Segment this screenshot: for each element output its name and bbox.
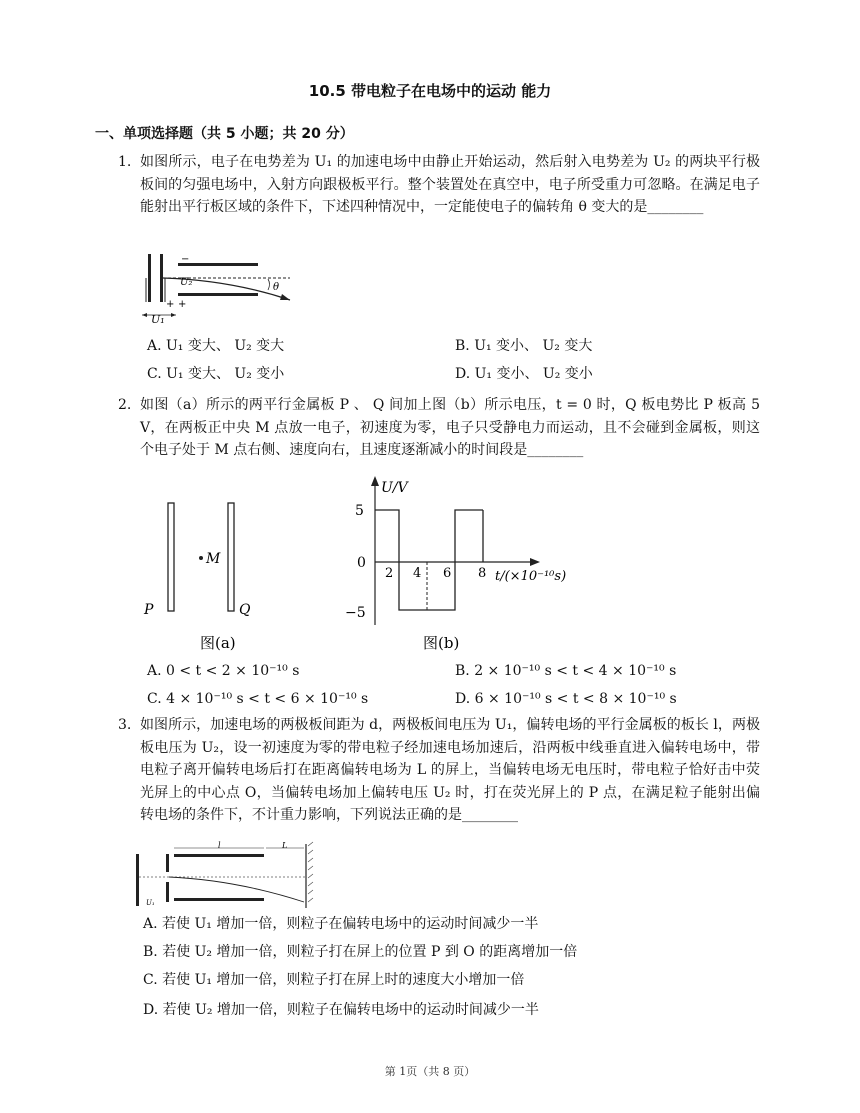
y-tick-neg5: −5 — [345, 605, 366, 621]
q2-option-d[interactable]: D. 6 × 10⁻¹⁰ s < t < 8 × 10⁻¹⁰ s — [455, 691, 677, 707]
caption-a: 图(a) — [200, 634, 236, 652]
q2-option-c[interactable]: C. 4 × 10⁻¹⁰ s < t < 6 × 10⁻¹⁰ s — [147, 691, 369, 707]
question-number: 1. — [118, 154, 132, 170]
question-2 — [118, 394, 760, 462]
u1-label: U₁ — [146, 899, 155, 907]
q1-option-b[interactable]: B. U₁ 变小、 U₂ 变大 — [455, 338, 593, 354]
x-tick-4: 4 — [413, 566, 422, 581]
x-tick-8: 8 — [478, 566, 487, 581]
q-label: Q — [239, 602, 251, 618]
u2-label: U₂ — [180, 277, 193, 288]
q1-option-a[interactable]: A. U₁ 变大、 U₂ 变大 — [147, 338, 285, 354]
plus-label-2: + — [166, 299, 175, 310]
figure-q1 — [140, 252, 300, 324]
page-footer: 第 1页（共 8 页） — [384, 1065, 476, 1078]
theta-label: θ — [273, 282, 280, 293]
u1-label: U₁ — [151, 313, 165, 324]
l-label: l — [218, 841, 221, 850]
q2-option-b[interactable]: B. 2 × 10⁻¹⁰ s < t < 4 × 10⁻¹⁰ s — [455, 663, 677, 679]
question-text: 如图所示，加速电场的两极板间距为 d，两极板间电压为 U₁，偏转电场的平行金属板的板长 l，两极板电压为 U₂，设一初速度为零的带电粒子经加速电场加速后，沿两板中线垂直进入偏转电场中，带电粒子离开偏转电场后打在距离偏转电场为 L 的屏上，当偏转电场无电压时，带电粒子恰好击中荧光屏上的中心点 O，当偏转电场加上偏转电压 U₂ 时，打在荧光屏上的 P 点，在满足粒子能射出偏转电场的条件下，不计重力影响，下列说法正确的是________ — [140, 717, 760, 823]
minus-label: − — [181, 254, 190, 265]
x-tick-2: 2 — [385, 566, 394, 581]
question-text: 如图（a）所示的两平行金属板 P 、 Q 间加上图（b）所示电压，t = 0 时，Q 板电势比 P 板高 5 V，在两板正中央 M 点放一电子，初速度为零，电子只受静电力而运动，且不会碰到金属板，则这个电子处于 M 点右侧、速度向右，且速度逐渐减小的时间段是________ — [140, 397, 760, 458]
figure-q2a — [140, 478, 330, 658]
p-label: P — [144, 602, 154, 618]
x-tick-6: 6 — [443, 566, 452, 581]
q1-option-c[interactable]: C. U₁ 变大、 U₂ 变小 — [147, 366, 285, 382]
big-l-label: L — [282, 841, 288, 850]
figure-q3 — [136, 840, 316, 910]
page-title: 10.5 带电粒子在电场中的运动 能力 — [308, 82, 552, 100]
q3-option-b[interactable]: B. 若使 U₂ 增加一倍，则粒子打在屏上的位置 P 到 O 的距离增加一倍 — [143, 944, 578, 960]
x-axis-label: t/(×10⁻¹⁰s) — [495, 569, 567, 584]
y-axis-label: U/V — [381, 480, 408, 496]
m-label: M — [206, 551, 221, 567]
q3-option-c[interactable]: C. 若使 U₁ 增加一倍，则粒子打在屏上时的速度大小增加一倍 — [143, 972, 525, 988]
question-1 — [118, 151, 760, 219]
caption-b: 图(b) — [423, 634, 460, 652]
question-text: 如图所示，电子在电势差为 U₁ 的加速电场中由静止开始运动，然后射入电势差为 U₂ 的两块平行极板间的匀强电场中，入射方向跟极板平行。整个装置处在真空中，电子所受重力可忽略。在满足电子能射出平行板区域的条件下，下述四种情况中，一定能使电子的偏转角 θ 变大的是________ — [140, 154, 760, 215]
q2-option-a[interactable]: A. 0 < t < 2 × 10⁻¹⁰ s — [147, 663, 300, 679]
q1-option-d[interactable]: D. U₁ 变小、 U₂ 变小 — [455, 366, 593, 382]
question-number: 3. — [118, 717, 132, 733]
question-number: 2. — [118, 397, 132, 413]
y-tick-0: 0 — [357, 555, 366, 571]
figure-q2b — [335, 470, 605, 660]
y-tick-5: 5 — [355, 503, 364, 519]
plus-label: + — [178, 299, 187, 310]
question-3 — [118, 714, 760, 827]
section-heading: 一、单项选择题（共 5 小题；共 20 分） — [95, 126, 354, 142]
q3-option-a[interactable]: A. 若使 U₁ 增加一倍，则粒子在偏转电场中的运动时间减少一半 — [143, 916, 539, 932]
q3-option-d[interactable]: D. 若使 U₂ 增加一倍，则粒子在偏转电场中的运动时间减少一半 — [143, 1002, 539, 1018]
